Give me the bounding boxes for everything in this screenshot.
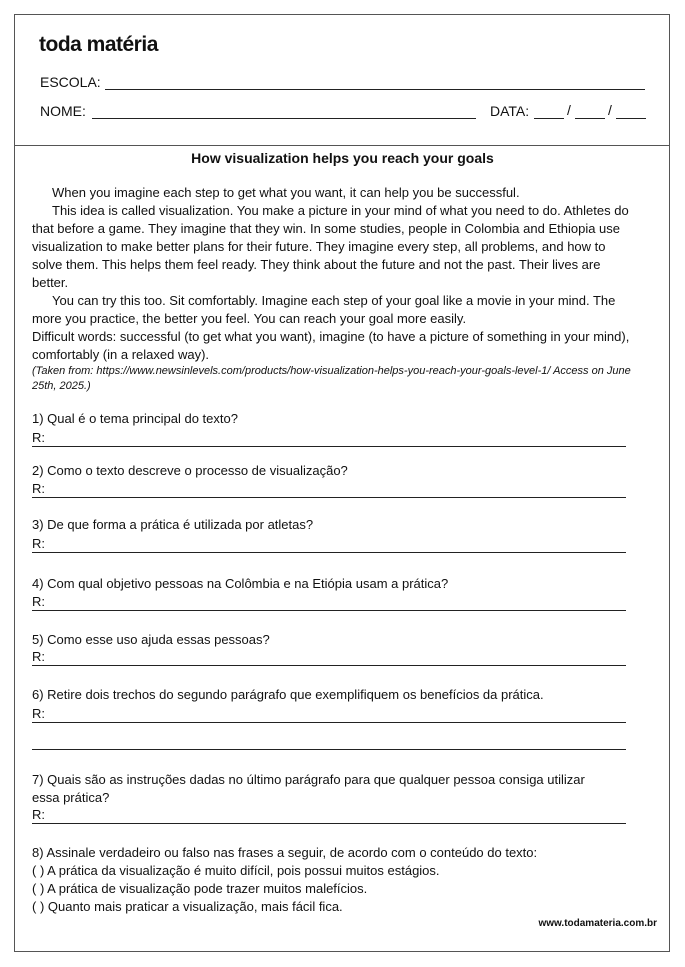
school-field[interactable] <box>105 89 645 90</box>
name-label: NOME: <box>40 103 86 119</box>
question-4: 4) Com qual objetivo pessoas na Colômbia e na Etiópia usam a prática? <box>32 576 449 591</box>
answer-label: R: <box>32 536 45 551</box>
answer-line[interactable] <box>32 665 626 666</box>
question-5: 5) Como esse uso ajuda essas pessoas? <box>32 632 270 647</box>
question-2: 2) Como o texto descreve o processo de visualização? <box>32 463 348 478</box>
date-year-field[interactable] <box>616 118 646 119</box>
answer-line[interactable] <box>32 497 626 498</box>
date-separator: / <box>567 102 571 118</box>
reading-text <box>32 184 637 394</box>
question-6: 6) Retire dois trechos do segundo parágrafo que exemplifiquem os benefícios da prática. <box>32 687 544 702</box>
answer-line[interactable] <box>32 749 626 750</box>
paragraph-1: When you imagine each step to get what you want, it can help you be successful. <box>52 185 520 200</box>
true-false-option[interactable]: ( ) Quanto mais praticar a visualização, mais fácil fica. <box>32 899 343 914</box>
answer-line[interactable] <box>32 722 626 723</box>
date-day-field[interactable] <box>534 118 564 119</box>
answer-line[interactable] <box>32 610 626 611</box>
answer-label: R: <box>32 481 45 496</box>
answer-label: R: <box>32 430 45 445</box>
answer-line[interactable] <box>32 446 626 447</box>
date-month-field[interactable] <box>575 118 605 119</box>
source-citation: (Taken from: https://www.newsinlevels.com/products/how-visualization-helps-you-reach-your-goals-level-1/ Access on June 25th, 2025.) <box>32 365 631 392</box>
date-separator: / <box>608 102 612 118</box>
answer-label: R: <box>32 706 45 721</box>
answer-line[interactable] <box>32 823 626 824</box>
question-7: 7) Quais são as instruções dadas no último parágrafo para que qualquer pessoa consiga utilizar essa prática? <box>32 772 585 805</box>
school-label: ESCOLA: <box>40 74 101 90</box>
worksheet-header <box>15 15 669 146</box>
name-field[interactable] <box>92 118 476 119</box>
footer-url: www.todamateria.com.br <box>538 918 657 929</box>
question-3: 3) De que forma a prática é utilizada por atletas? <box>32 517 314 532</box>
answer-label: R: <box>32 594 45 609</box>
question-1: 1) Qual é o tema principal do texto? <box>32 411 238 426</box>
answer-label: R: <box>32 807 45 822</box>
brand-logo: toda matéria <box>39 33 158 56</box>
paragraph-2: This idea is called visualization. You make a picture in your mind of what you need to do. Athletes do that before a game. They imagine that they win. In some studies, people in Colombia and Ethiopia use visualization to make better plans for their future. They imagine every step, all problems, and how to solve them. This helps them feel ready. They think about the future and not the past. Their lives are better. <box>32 203 629 290</box>
true-false-option[interactable]: ( ) A prática da visualização é muito difícil, pois possui muitos estágios. <box>32 863 440 878</box>
paragraph-3: You can try this too. Sit comfortably. Imagine each step of your goal like a movie in your mind. The more you practice, the better you feel. You can reach your goal more easily. <box>32 293 616 326</box>
answer-label: R: <box>32 649 45 664</box>
answer-line[interactable] <box>32 552 626 553</box>
date-label: DATA: <box>490 103 530 119</box>
true-false-option[interactable]: ( ) A prática de visualização pode trazer muitos malefícios. <box>32 881 368 896</box>
question-8: 8) Assinale verdadeiro ou falso nas frases a seguir, de acordo com o conteúdo do texto: <box>32 845 538 860</box>
difficult-words: Difficult words: successful (to get what you want), imagine (to have a picture of something in your mind), comfortably (in a relaxed way). <box>32 329 630 362</box>
text-title: How visualization helps you reach your goals <box>191 150 494 166</box>
